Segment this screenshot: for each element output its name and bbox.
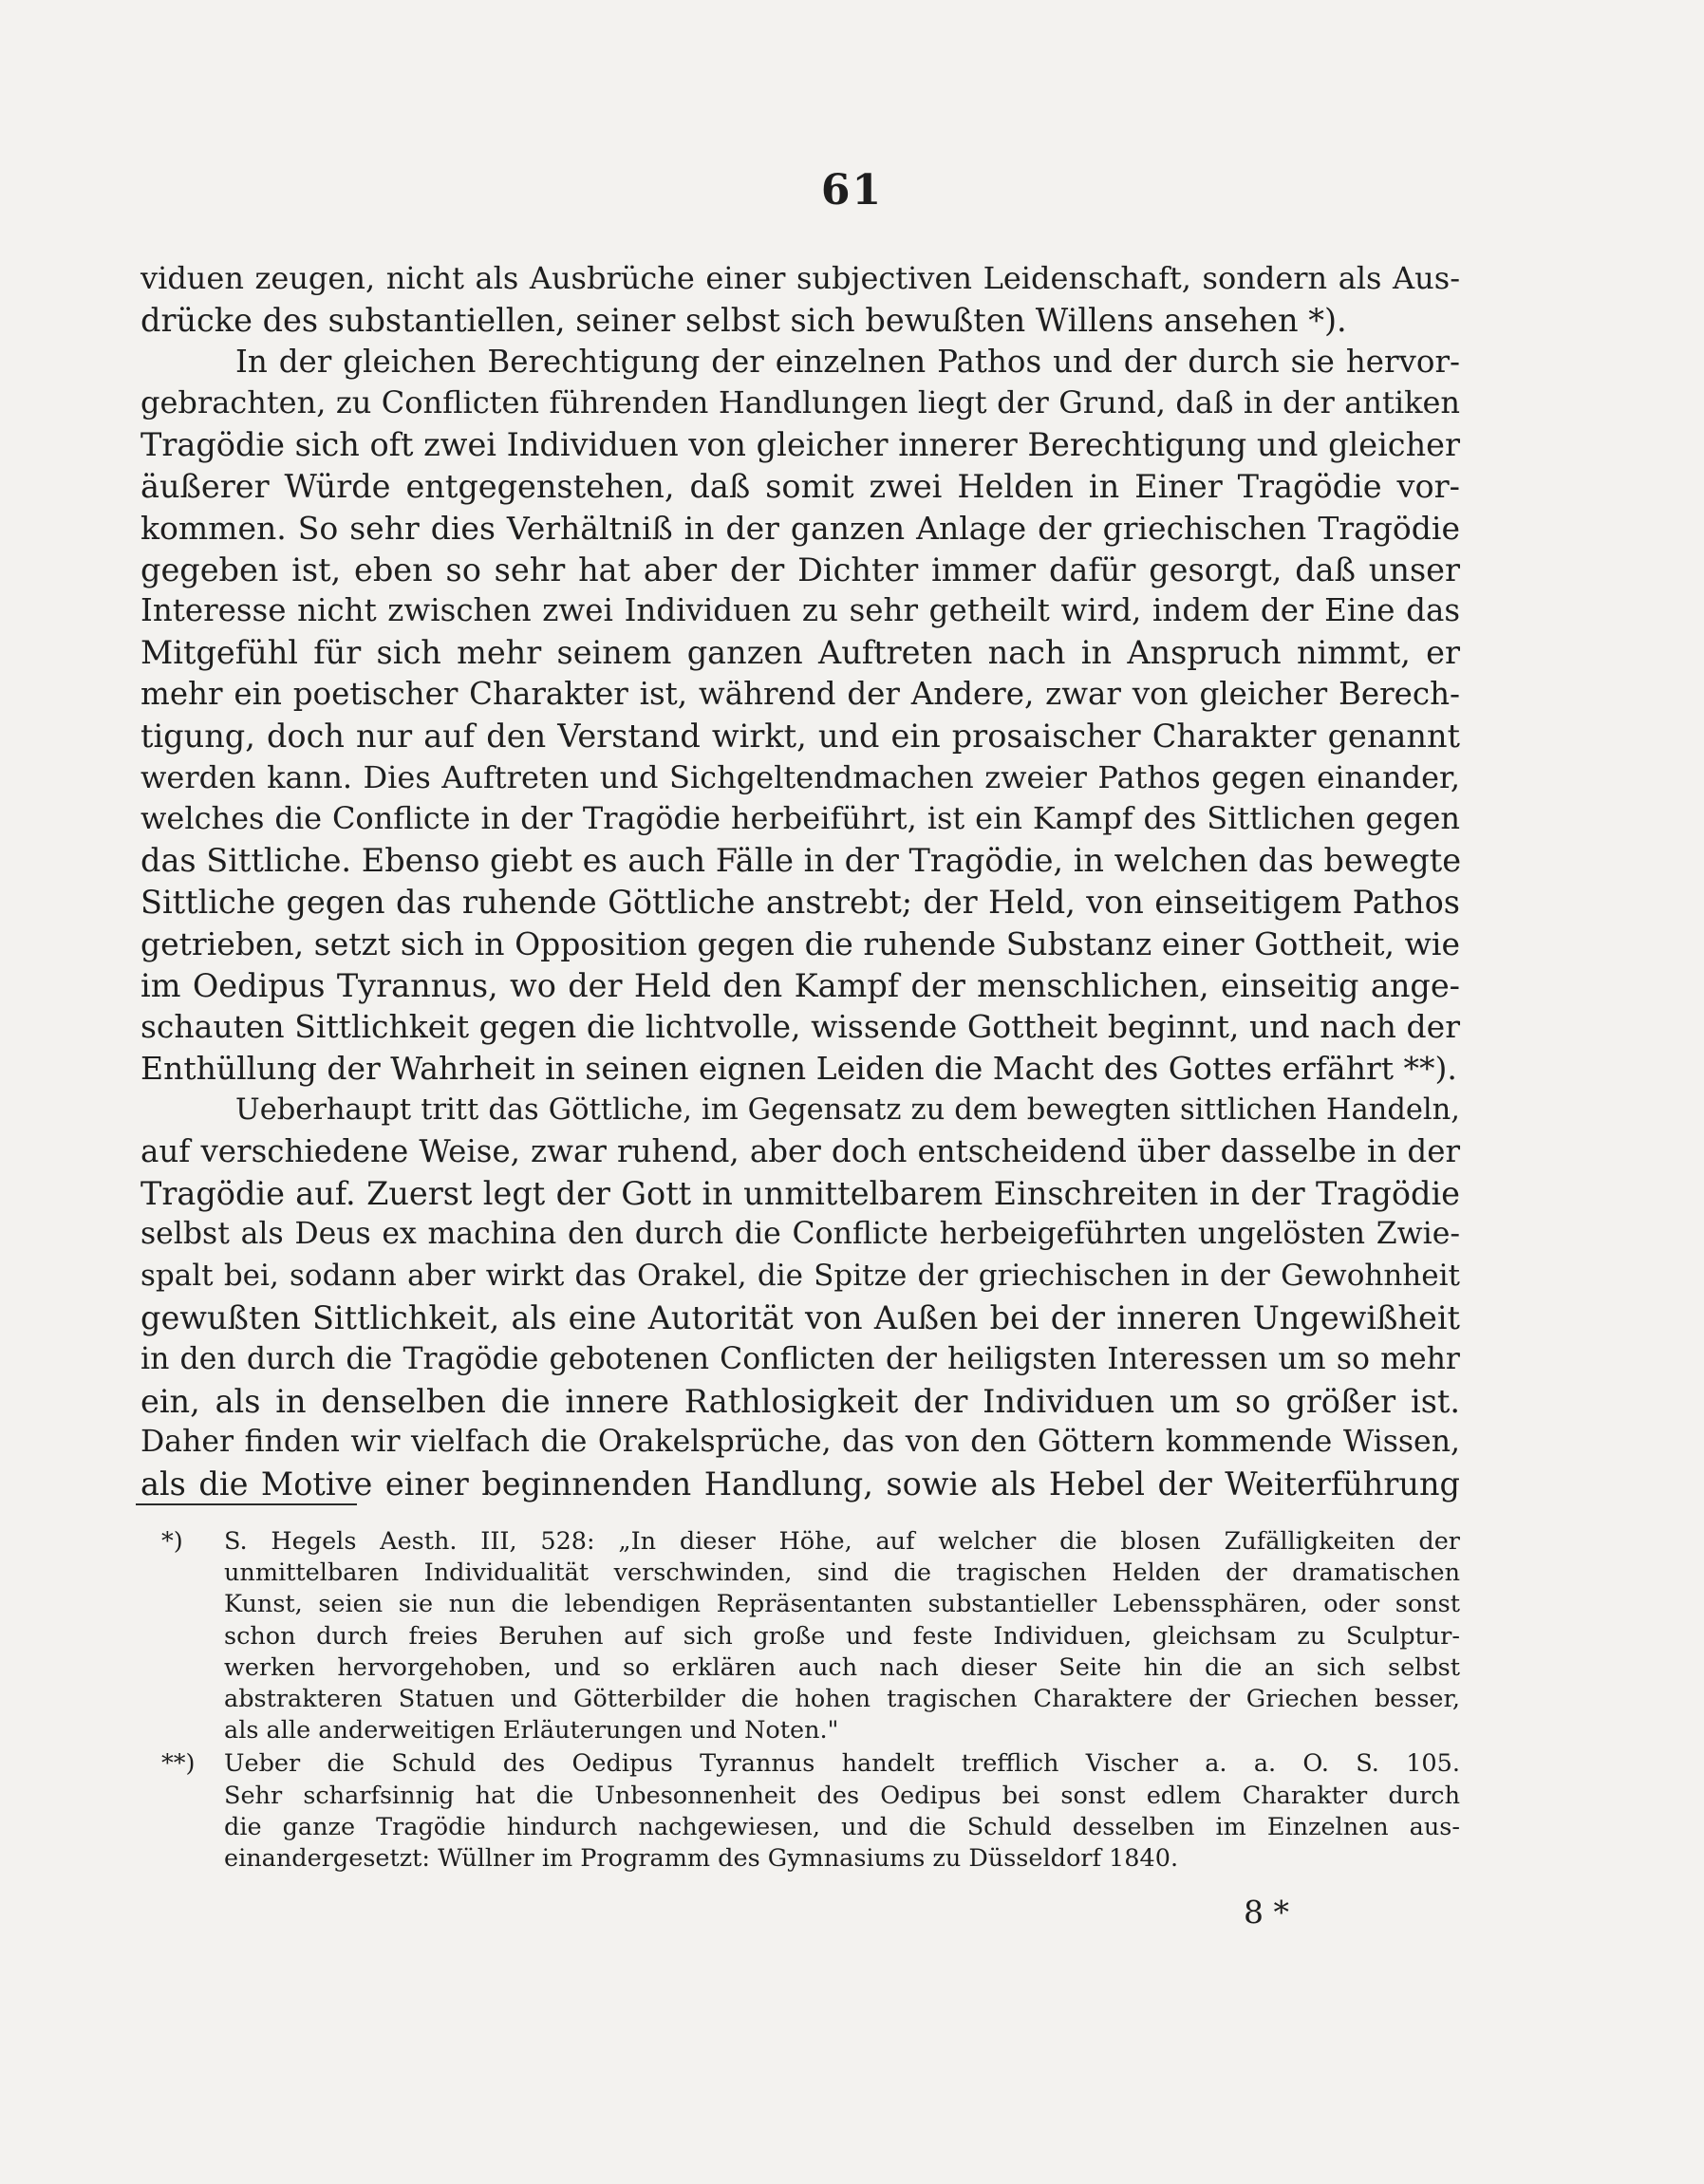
footnote-line: werken hervorgehoben, und so erklären auch nach dieser Seite hin die an sich selbst bbox=[224, 1652, 1460, 1682]
footnote-1 bbox=[140, 1526, 1460, 1746]
text-line: gegeben ist, eben so sehr hat aber der Dichter immer dafür gesorgt, daß unser bbox=[140, 551, 1460, 588]
footnote-line: als alle anderweitigen Erläuterungen und Noten." bbox=[224, 1716, 839, 1745]
main-text bbox=[140, 258, 1460, 1505]
text-line: Tragödie sich oft zwei Individuen von gleicher innerer Berechtigung und gleicher bbox=[140, 426, 1460, 464]
text-line: Sittliche gegen das ruhende Göttliche anstrebt; der Held, von einseitigem Pathos bbox=[140, 883, 1460, 921]
footnote-line: schon durch freies Beruhen auf sich große und feste Individuen, gleichsam zu Sculptur- bbox=[224, 1621, 1460, 1651]
text-line: selbst als Deus ex machina den durch die Conflicte herbeigeführten ungelösten Zwie- bbox=[140, 1217, 1460, 1252]
text-line: als die Motive einer beginnenden Handlung, sowie als Hebel der Weiterführung bbox=[140, 1465, 1460, 1503]
text-line: kommen. So sehr dies Verhältniß in der ganzen Anlage der griechischen Tragödie bbox=[140, 509, 1460, 547]
text-line: Enthüllung der Wahrheit in seinen eignen Leiden die Macht des Gottes erfährt **). bbox=[140, 1050, 1457, 1088]
text-line: gewußten Sittlichkeit, als eine Autorität von Außen bei der inneren Ungewißheit bbox=[140, 1298, 1460, 1336]
text-line: spalt bei, sodann aber wirkt das Orakel, die Spitze der griechischen in der Gewohnheit bbox=[140, 1259, 1460, 1294]
footnote-line: unmittelbaren Individualität verschwinden, sind die tragischen Helden der dramatischen bbox=[224, 1559, 1460, 1588]
footnote-mark: *) bbox=[161, 1527, 183, 1556]
text-line: Interesse nicht zwischen zwei Individuen zu sehr getheilt wird, indem der Eine das bbox=[140, 592, 1460, 629]
text-line: schauten Sittlichkeit gegen die lichtvolle, wissende Gottheit beginnt, und nach der bbox=[140, 1008, 1460, 1046]
footnote-mark: **) bbox=[161, 1749, 196, 1779]
text-line: Daher finden wir vielfach die Orakelsprüche, das von den Göttern kommende Wissen, bbox=[140, 1425, 1460, 1460]
text-line: welches die Conflicte in der Tragödie herbeiführt, ist ein Kampf des Sittlichen gegen bbox=[140, 800, 1460, 837]
text-line: drücke des substantiellen, seiner selbst sich bewußten Willens ansehen *). bbox=[140, 301, 1347, 339]
text-line: in den durch die Tragödie gebotenen Conflicten der heiligsten Interessen um so mehr bbox=[140, 1341, 1460, 1376]
text-line: Ueberhaupt tritt das Göttliche, im Gegensatz zu dem bewegten sittlichen Handeln, bbox=[235, 1092, 1460, 1127]
page-number: 61 bbox=[820, 166, 884, 215]
footnote-line: Kunst, seien sie nun die lebendigen Repräsentanten substantieller Lebenssphären, oder sonst bbox=[224, 1590, 1460, 1619]
footnote-line: Sehr scharfsinnig hat die Unbesonnenheit des Oedipus bei sonst edlem Charakter durch bbox=[224, 1781, 1460, 1810]
text-line: Mitgefühl für sich mehr seinem ganzen Auftreten nach in Anspruch nimmt, er bbox=[140, 634, 1460, 672]
text-line: gebrachten, zu Conflicten führenden Handlungen liegt der Grund, daß in der antiken bbox=[140, 384, 1460, 421]
footnote-line: S. Hegels Aesth. III, 528: „In dieser Höhe, auf welcher die blosen Zufälligkeiten der bbox=[224, 1527, 1460, 1556]
text-line: Tragödie auf. Zuerst legt der Gott in unmittelbarem Einschreiten in der Tragödie bbox=[140, 1174, 1460, 1212]
text-line: viduen zeugen, nicht als Ausbrüche einer subjectiven Leidenschaft, sondern als Aus- bbox=[140, 260, 1460, 296]
footnotes bbox=[140, 1526, 1460, 1876]
text-line: das Sittliche. Ebenso giebt es auch Fälle in der Tragödie, in welchen das bewegte bbox=[140, 842, 1462, 880]
text-line: im Oedipus Tyrannus, wo der Held den Kampf der menschlichen, einseitig ange- bbox=[140, 966, 1460, 1004]
text-line: auf verschiedene Weise, zwar ruhend, aber doch entscheidend über dasselbe in der bbox=[140, 1132, 1460, 1169]
footnote-divider bbox=[136, 1503, 357, 1505]
footnote-line: abstrakteren Statuen und Götterbilder die hohen tragischen Charaktere der Griechen besser, bbox=[224, 1685, 1460, 1714]
text-line: tigung, doch nur auf den Verstand wirkt, und ein prosaischer Charakter genannt bbox=[140, 717, 1460, 755]
text-line: getrieben, setzt sich in Opposition gegen die ruhende Substanz einer Gottheit, wie bbox=[140, 924, 1460, 962]
text-line: äußerer Würde entgegenstehen, daß somit zwei Helden in Einer Tragödie vor- bbox=[140, 467, 1460, 505]
text-line: mehr ein poetischer Charakter ist, während der Andere, zwar von gleicher Berech- bbox=[140, 675, 1460, 712]
footnote-2 bbox=[140, 1748, 1460, 1875]
text-line: ein, als in denselben die innere Rathlosigkeit der Individuen um so größer ist. bbox=[140, 1382, 1460, 1420]
text-line: werden kann. Dies Auftreten und Sichgeltendmachen zweier Pathos gegen einander, bbox=[140, 758, 1460, 795]
footnote-line: die ganze Tragödie hindurch nachgewiesen, und die Schuld desselben im Einzelnen aus- bbox=[224, 1812, 1460, 1841]
signature-mark: 8 * bbox=[1244, 1894, 1289, 1931]
text-line: In der gleichen Berechtigung der einzelnen Pathos und der durch sie hervor- bbox=[235, 343, 1460, 380]
footnote-line: Ueber die Schuld des Oedipus Tyrannus handelt trefflich Vischer a. a. O. S. 105. bbox=[224, 1749, 1460, 1779]
footnote-line: einandergesetzt: Wüllner im Programm des Gymnasiums zu Düsseldorf 1840. bbox=[224, 1844, 1179, 1874]
